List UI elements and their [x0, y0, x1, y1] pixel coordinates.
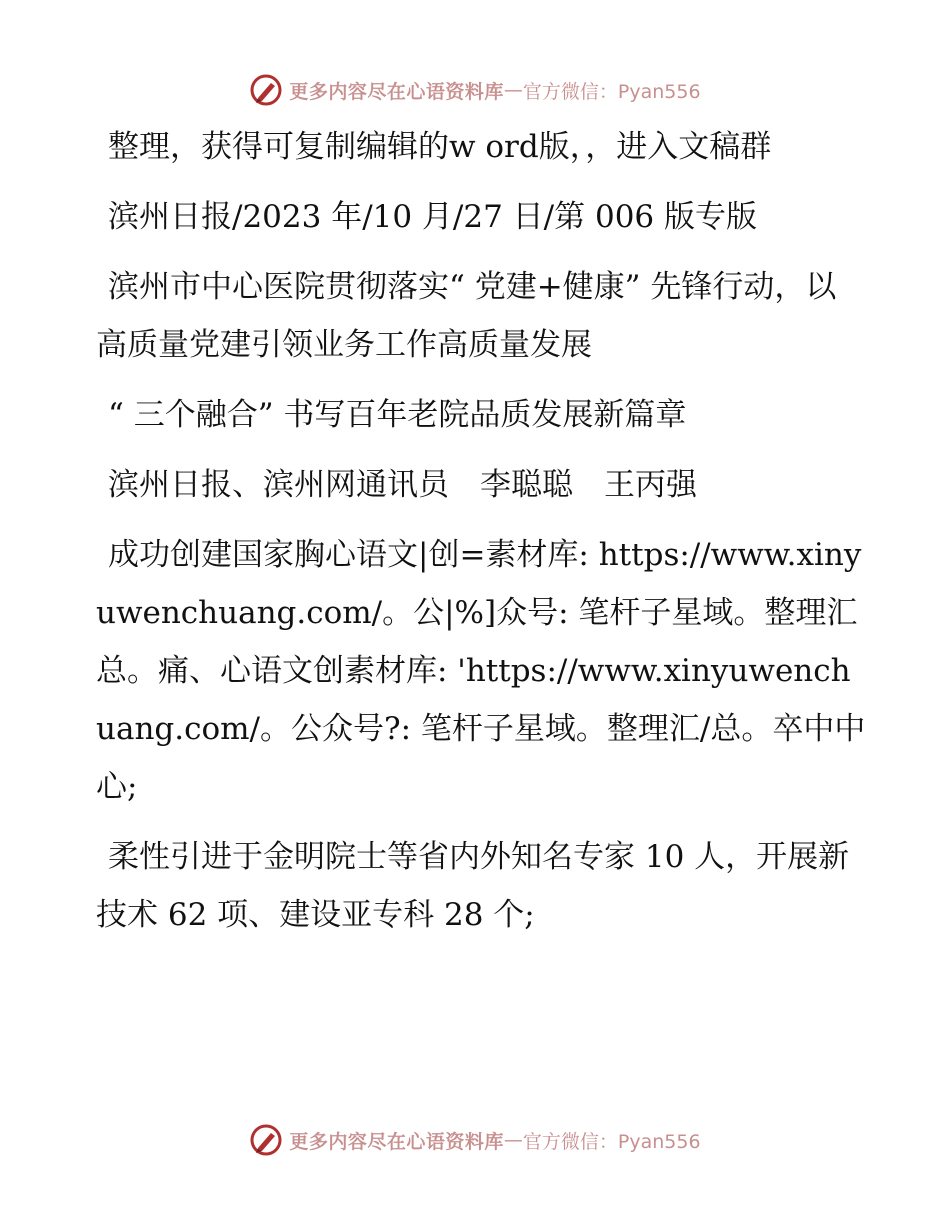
banner-main-text: 更多内容尽在心语资料库: [289, 1130, 504, 1153]
document-body: [96, 118, 866, 956]
pen-logo-icon: [249, 73, 283, 107]
footer-watermark-banner: [0, 1120, 950, 1160]
banner-dash: —: [503, 79, 523, 101]
banner-wechat-text: 官方微信：Pyan556: [522, 80, 701, 103]
banner-dash: —: [503, 1129, 523, 1151]
pen-logo-icon: [249, 1123, 283, 1157]
paragraph-source: 滨州日报/2023 年/10 月/27 日/第 006 版专版: [108, 199, 758, 235]
header-watermark-banner: [0, 70, 950, 110]
paragraph-intro: 整理，获得可复制编辑的w ord版，，进入文稿群: [108, 129, 772, 165]
paragraph-headline: 滨州市中心医院贯彻落实“ 党建+健康” 先锋行动，以高质量党建引领业务工作高质量发展: [96, 269, 837, 363]
paragraph-byline: 滨州日报、滨州网通讯员 李聪聪 王丙强: [108, 467, 697, 503]
paragraph-body-1: 成功创建国家胸心语文|创=素材库: https://www.xinyuwenchuang.com/。公|%]众号: 笔杆子星域。整理汇总。痛、心语文创素材库: 'https://www.xinyuwenchuang.com/。公众号?: 笔杆子星域。整理汇/总。卒中中心;: [96, 537, 866, 805]
paragraph-subheadline: “ 三个融合” 书写百年老院品质发展新篇章: [108, 397, 687, 433]
banner-main-text: 更多内容尽在心语资料库: [289, 80, 504, 103]
paragraph-body-2: 柔性引进于金明院士等省内外知名专家 10 人，开展新技术 62 项、建设亚专科 28 个;: [96, 839, 850, 933]
banner-wechat-text: 官方微信：Pyan556: [522, 1130, 701, 1153]
